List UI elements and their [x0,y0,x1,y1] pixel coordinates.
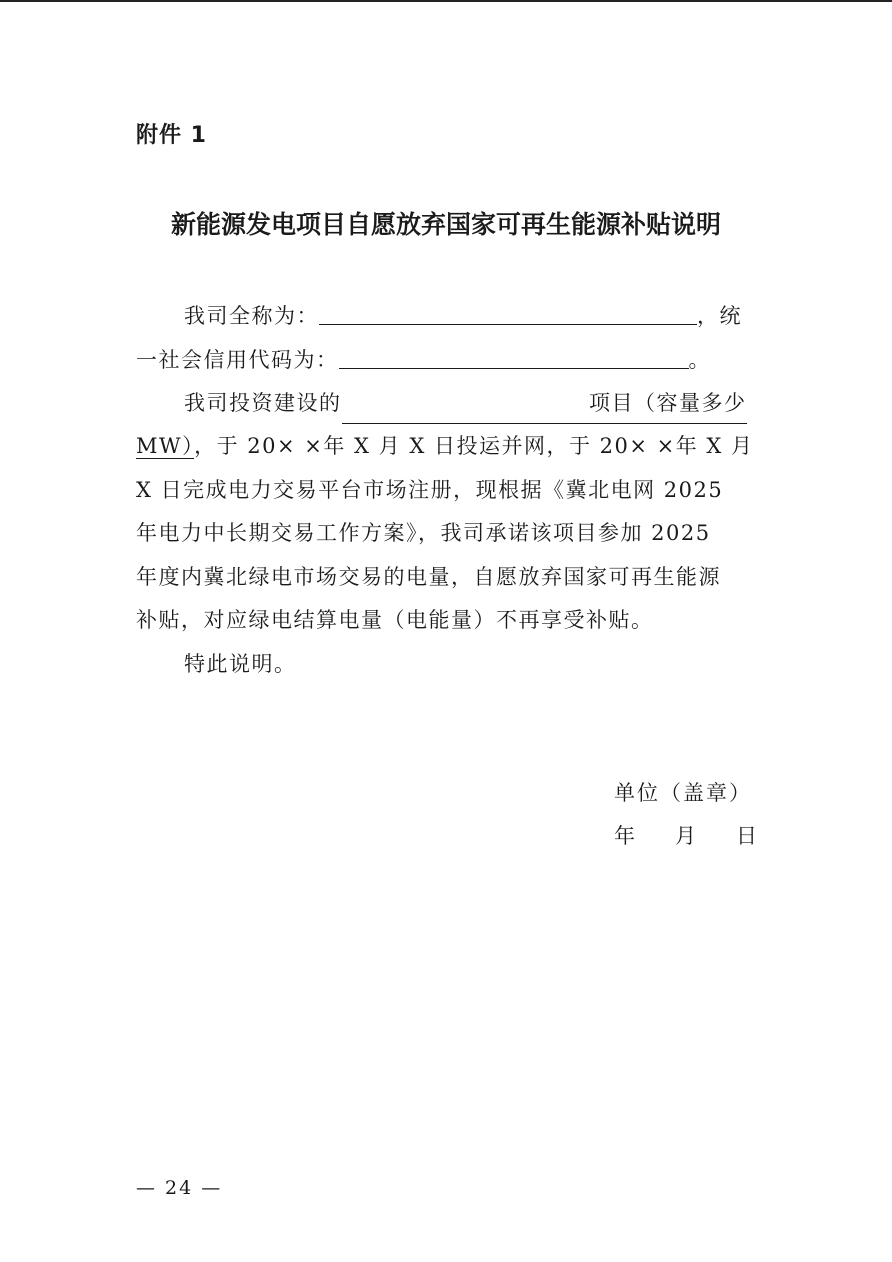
para2-line6: 补贴，对应绿电结算电量（电能量）不再享受补贴。 [136,608,654,632]
date-year: 年 [614,824,635,848]
attachment-label: 附件 1 [136,123,207,148]
para2-line5: 年度内冀北绿电市场交易的电量，自愿放弃国家可再生能源 [136,565,721,589]
credit-code-blank[interactable] [339,340,689,369]
project-capacity-text: 项目（容量多少 [589,391,747,415]
para2-line2 [136,426,757,466]
project-name-blank[interactable] [342,383,747,424]
signature-date [614,816,757,856]
date-month: 月 [675,824,696,848]
page-number: — 24 — [136,1177,223,1199]
top-border-line [0,0,892,2]
para1-line1-suffix: ，统 [697,304,742,328]
para2-line2-text: ，于 20× ×年 X 月 X 日投运并网，于 20× ×年 X 月 [194,434,754,458]
para2-line1 [184,383,757,423]
para2-line4: 年电力中长期交易工作方案》，我司承诺该项目参加 2025 [136,521,711,545]
closing-statement: 特此说明。 [184,652,297,676]
company-name-blank[interactable] [319,296,697,325]
para2-line3: X 日完成电力交易平台市场注册，现根据《冀北电网 2025 [136,478,724,502]
date-day: 日 [736,824,757,848]
signature-unit-seal: 单位（盖章） [614,781,752,805]
credit-code-label: 一社会信用代码为： [136,348,339,372]
capacity-unit: MW） [136,434,195,458]
para1-line2 [136,340,757,380]
company-name-label: 我司全称为： [184,304,319,328]
para1-line1 [184,296,757,336]
project-label: 我司投资建设的 [184,391,342,415]
para1-line2-suffix: 。 [688,348,711,372]
document-title: 新能源发电项目自愿放弃国家可再生能源补贴说明 [170,210,721,239]
